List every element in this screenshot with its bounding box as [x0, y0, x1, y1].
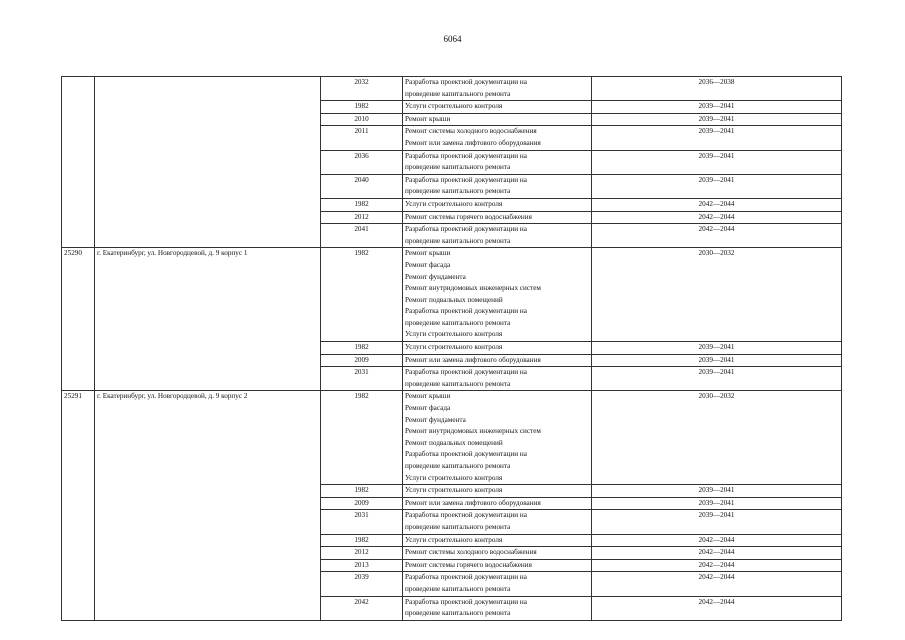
work-type-cell — [403, 126, 592, 150]
build-year-cell: 2032 — [321, 77, 403, 101]
period-cell: 2042—2044 — [592, 534, 842, 547]
build-year-cell: 2042 — [321, 596, 403, 620]
build-year-cell: 2009 — [321, 354, 403, 367]
work-type-line: проведение капитального ремонта — [405, 163, 511, 172]
period-cell: 2039—2041 — [592, 113, 842, 126]
work-type-line: Услуги строительного контроля — [405, 343, 503, 352]
work-type-line: Ремонт подвальных помещений — [405, 295, 503, 304]
work-type-cell — [403, 485, 592, 498]
work-type-cell — [403, 572, 592, 596]
work-type-cell — [403, 354, 592, 367]
work-type-line: проведение капитального ремонта — [405, 318, 511, 327]
period-cell: 2039—2041 — [592, 367, 842, 391]
work-type-line: Ремонт системы горячего водоснабжения — [405, 212, 532, 221]
period-cell: 2039—2041 — [592, 174, 842, 198]
work-type-line: Ремонт или замена лифтового оборудования — [405, 355, 541, 364]
work-type-cell — [403, 198, 592, 211]
work-type-line: Разработка проектной документации на — [405, 225, 527, 234]
work-type-cell — [403, 596, 592, 620]
build-year-cell: 2039 — [321, 572, 403, 596]
build-year-cell: 2009 — [321, 497, 403, 510]
address-cell: г. Екатеринбург, ул. Новгородцевой, д. 9 корпус 1 — [95, 248, 321, 391]
period-cell: 2042—2044 — [592, 211, 842, 224]
work-type-line: проведение капитального ремонта — [405, 584, 511, 593]
work-type-line: Разработка проектной документации на — [405, 597, 527, 606]
table-row — [62, 77, 842, 101]
period-cell: 2042—2044 — [592, 224, 842, 248]
schedule-body — [62, 77, 842, 621]
period-cell: 2039—2041 — [592, 101, 842, 114]
building-id-cell: 25290 — [62, 248, 95, 391]
build-year-cell: 2010 — [321, 113, 403, 126]
work-type-line: проведение капитального ремонта — [405, 89, 511, 98]
period-cell: 2042—2044 — [592, 198, 842, 211]
work-type-line: Услуги строительного контроля — [405, 535, 503, 544]
build-year-cell: 1982 — [321, 485, 403, 498]
work-type-line: Услуги строительного контроля — [405, 102, 503, 111]
work-type-cell — [403, 174, 592, 198]
period-cell: 2039—2041 — [592, 510, 842, 534]
work-type-line: Услуги строительного контроля — [405, 486, 503, 495]
build-year-cell: 1982 — [321, 534, 403, 547]
work-type-line: Ремонт системы холодного водоснабжения — [405, 548, 537, 557]
work-type-line: Ремонт внутридомовых инженерных систем — [405, 284, 541, 293]
build-year-cell: 2036 — [321, 150, 403, 174]
period-cell: 2039—2041 — [592, 150, 842, 174]
build-year-cell: 2031 — [321, 510, 403, 534]
work-type-cell — [403, 101, 592, 114]
build-year-cell: 2012 — [321, 547, 403, 560]
work-type-line: проведение капитального ремонта — [405, 609, 511, 618]
build-year-cell: 1982 — [321, 198, 403, 211]
period-cell: 2039—2041 — [592, 342, 842, 355]
work-type-cell — [403, 391, 592, 485]
work-type-line: Разработка проектной документации на — [405, 307, 527, 316]
period-cell: 2039—2041 — [592, 354, 842, 367]
work-type-line: Ремонт крыши — [405, 249, 451, 258]
work-type-cell — [403, 497, 592, 510]
work-type-line: проведение капитального ремонта — [405, 187, 511, 196]
build-year-cell: 2012 — [321, 211, 403, 224]
work-type-cell — [403, 559, 592, 572]
work-type-line: Разработка проектной документации на — [405, 78, 527, 86]
work-type-line: Ремонт подвальных помещений — [405, 438, 503, 447]
work-type-line: проведение капитального ремонта — [405, 522, 511, 531]
work-type-line: проведение капитального ремонта — [405, 236, 511, 245]
work-type-cell — [403, 211, 592, 224]
period-cell: 2039—2041 — [592, 485, 842, 498]
period-cell: 2039—2041 — [592, 126, 842, 150]
work-type-line: Ремонт фасада — [405, 260, 451, 269]
page-number: 6064 — [443, 34, 462, 44]
work-type-line: Услуги строительного контроля — [405, 199, 503, 208]
build-year-cell: 1982 — [321, 391, 403, 485]
period-cell: 2039—2041 — [592, 497, 842, 510]
work-type-line: проведение капитального ремонта — [405, 379, 511, 388]
address-cell — [95, 77, 321, 248]
building-id-cell — [62, 77, 95, 248]
work-type-cell — [403, 77, 592, 101]
address-cell: г. Екатеринбург, ул. Новгородцевой, д. 9 корпус 2 — [95, 391, 321, 620]
work-type-line: Ремонт или замена лифтового оборудования — [405, 138, 541, 147]
build-year-cell: 1982 — [321, 248, 403, 342]
work-type-line: Разработка проектной документации на — [405, 368, 527, 377]
work-type-line: Ремонт крыши — [405, 392, 451, 401]
build-year-cell: 2011 — [321, 126, 403, 150]
work-type-line: проведение капитального ремонта — [405, 462, 511, 470]
table-row — [62, 248, 842, 342]
work-type-cell — [403, 342, 592, 355]
period-cell: 2030—2032 — [592, 391, 842, 485]
build-year-cell: 2013 — [321, 559, 403, 572]
period-cell: 2036—2038 — [592, 77, 842, 101]
build-year-cell: 2031 — [321, 367, 403, 391]
work-type-line: Разработка проектной документации на — [405, 573, 527, 582]
work-type-cell — [403, 510, 592, 534]
period-cell: 2042—2044 — [592, 559, 842, 572]
build-year-cell: 2040 — [321, 174, 403, 198]
work-type-cell — [403, 150, 592, 174]
work-type-cell — [403, 113, 592, 126]
build-year-cell: 1982 — [321, 342, 403, 355]
table-row — [62, 391, 842, 485]
work-type-cell — [403, 224, 592, 248]
build-year-cell: 2041 — [321, 224, 403, 248]
period-cell: 2042—2044 — [592, 547, 842, 560]
work-type-cell — [403, 534, 592, 547]
work-type-line: Ремонт фасада — [405, 404, 451, 413]
period-cell: 2042—2044 — [592, 572, 842, 596]
work-type-line: Разработка проектной документации на — [405, 511, 527, 520]
work-type-line: Услуги строительного контроля — [405, 473, 503, 482]
period-cell: 2030—2032 — [592, 248, 842, 342]
building-id-cell: 25291 — [62, 391, 95, 620]
work-type-line: Ремонт фундамента — [405, 272, 466, 281]
work-type-line: Разработка проектной документации на — [405, 450, 527, 459]
work-type-line: Разработка проектной документации на — [405, 175, 527, 184]
period-cell: 2042—2044 — [592, 596, 842, 620]
work-type-cell — [403, 547, 592, 560]
work-type-cell — [403, 367, 592, 391]
work-type-line: Ремонт фундамента — [405, 415, 466, 424]
repair-schedule-table — [61, 76, 842, 621]
work-type-line: Ремонт внутридомовых инженерных систем — [405, 427, 541, 436]
work-type-line: Ремонт или замена лифтового оборудования — [405, 498, 541, 507]
work-type-line: Разработка проектной документации на — [405, 151, 527, 160]
work-type-line: Услуги строительного контроля — [405, 330, 503, 339]
build-year-cell: 1982 — [321, 101, 403, 114]
work-type-line: Ремонт системы холодного водоснабжения — [405, 127, 537, 136]
work-type-line: Ремонт системы горячего водоснабжения — [405, 560, 532, 569]
work-type-line: Ремонт крыши — [405, 114, 451, 123]
work-type-cell — [403, 248, 592, 342]
